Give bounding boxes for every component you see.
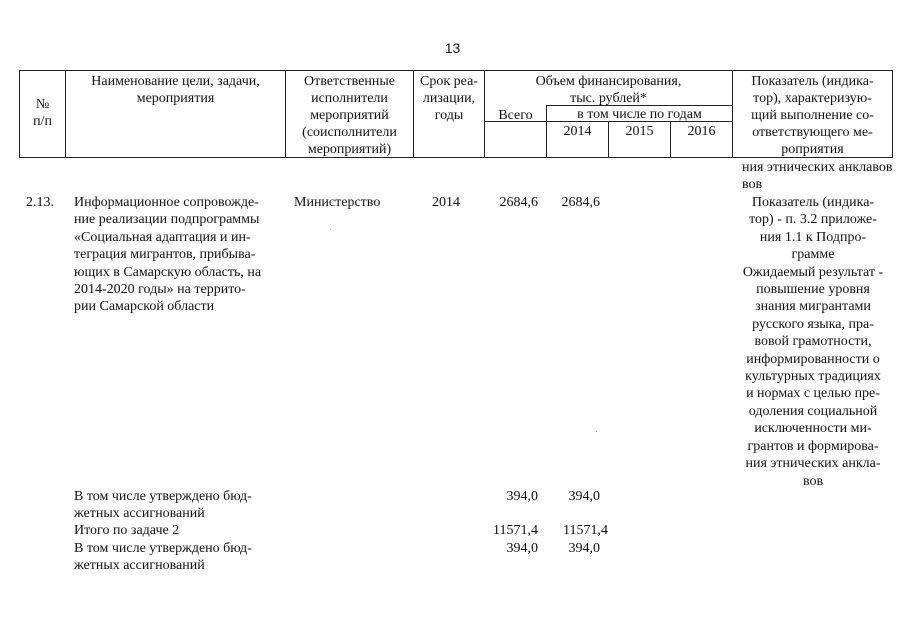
row-indicator-line: ния 1.1 к Подпро-	[759, 229, 867, 245]
header-top-border	[19, 70, 893, 71]
header-year-2015: 2015	[625, 124, 654, 139]
header-term-line: годы	[434, 108, 464, 123]
header-responsible-line: исполнители	[311, 91, 388, 106]
summary-label-line: жетных ассигнований	[74, 558, 205, 573]
scan-speck	[330, 229, 331, 230]
carryover-line: вов	[742, 177, 763, 192]
summary-total: 394,0	[506, 489, 538, 504]
summary-label-line: В том числе утверждено бюд-	[74, 489, 252, 504]
summary-label-line: В том числе утверждено бюд-	[74, 541, 252, 556]
col-border-right	[892, 70, 893, 158]
page-number: 13	[444, 40, 461, 56]
row-indicator	[734, 194, 892, 490]
header-year-2014: 2014	[563, 124, 592, 139]
header-term-line: Срок реа-	[420, 74, 478, 89]
summary-total: 394,0	[506, 541, 538, 556]
row-name-line: Информационное сопровожде-	[74, 195, 259, 210]
summary-2014: 394,0	[568, 541, 600, 556]
row-indicator-line: грантов и формирова-	[747, 438, 879, 454]
summary-2014: 11571,4	[563, 523, 608, 538]
header-indicator-line: щий выполнение со-	[751, 108, 874, 123]
row-responsible: Министерство	[294, 195, 381, 210]
row-indicator-line: одоления социальной	[748, 403, 878, 419]
header-indicator-line: ответствующего ме-	[752, 125, 873, 140]
header-name	[66, 73, 285, 107]
row-indicator-line: повышение уровня	[756, 282, 870, 298]
header-funding-line: Объем финансирования,	[535, 74, 682, 89]
row-name-line: ние реализации подпрограммы	[74, 212, 260, 228]
header-name-line: мероприятия	[136, 91, 215, 106]
header-indicator-line: тор), характеризую-	[753, 91, 872, 106]
summary-label-line: жетных ассигнований	[74, 506, 205, 521]
row-total: 2684,6	[499, 195, 538, 210]
row-indicator-line: тор) - п. 3.2 приложе-	[749, 212, 877, 228]
row-indicator-line: информированности о	[746, 351, 880, 367]
row-indicator-line: Ожидаемый результат -	[742, 264, 884, 280]
row-indicator-line: вовой грамотности,	[754, 334, 872, 350]
header-number-line: п/п	[33, 114, 52, 129]
header-year-2016: 2016	[687, 124, 716, 139]
row-indicator-line: ния этнических анкла-	[745, 456, 881, 472]
row-indicator-line: грамме	[791, 247, 835, 263]
summary-2014: 394,0	[568, 489, 600, 504]
header-indicator	[733, 73, 892, 158]
header-number	[20, 96, 65, 130]
header-indicator-line: Показатель (индика-	[751, 74, 874, 89]
scan-speck	[596, 431, 597, 432]
row-name	[74, 194, 261, 316]
header-number-line: №	[35, 97, 50, 112]
row-name-line: теграция мигрантов, прибыва-	[74, 247, 256, 263]
row-indicator-line: Показатель (индика-	[751, 195, 875, 210]
header-term	[414, 73, 484, 124]
header-responsible-line: (соисполнители	[302, 125, 397, 140]
row-term: 2014	[432, 195, 460, 210]
header-responsible	[286, 73, 413, 158]
summary-label-line: Итого по задаче 2	[74, 523, 180, 538]
row-name-line: 2014-2020 годы» на террито-	[74, 282, 246, 298]
row-2014: 2684,6	[561, 195, 600, 210]
row-indicator-line: исключенности ми-	[754, 421, 872, 437]
header-by-years: в том числе по годам	[577, 107, 702, 122]
row-indicator-line: культурных традициях	[745, 369, 881, 385]
carryover-line: ния этнических анклавов	[742, 160, 893, 175]
row-indicator-line: русского языка, пра-	[752, 316, 874, 332]
header-funding-line: тыс. рублей*	[570, 91, 647, 106]
header-name-line: Наименование цели, задачи,	[91, 74, 260, 89]
row-indicator-line: вов	[802, 473, 824, 489]
header-indicator-line: роприятия	[781, 142, 844, 157]
header-responsible-line: мероприятий)	[307, 142, 392, 157]
header-term-line: лизации,	[422, 91, 476, 106]
row-indicator-line: и нормах с целью пре-	[746, 386, 880, 402]
row-number: 2.13.	[26, 195, 54, 210]
header-responsible-line: Ответственные	[304, 74, 395, 89]
row-name-line: «Социальная адаптация и ин-	[74, 229, 251, 245]
row-name-line: ющих в Самарскую область, на	[74, 264, 262, 280]
summary-total: 11571,4	[493, 523, 538, 538]
header-total: Всего	[498, 108, 533, 123]
header-responsible-line: мероприятий	[310, 108, 389, 123]
header-funding	[485, 73, 732, 107]
row-name-line: рии Самарской области	[74, 299, 215, 315]
row-indicator-line: знания мигрантами	[755, 299, 871, 315]
